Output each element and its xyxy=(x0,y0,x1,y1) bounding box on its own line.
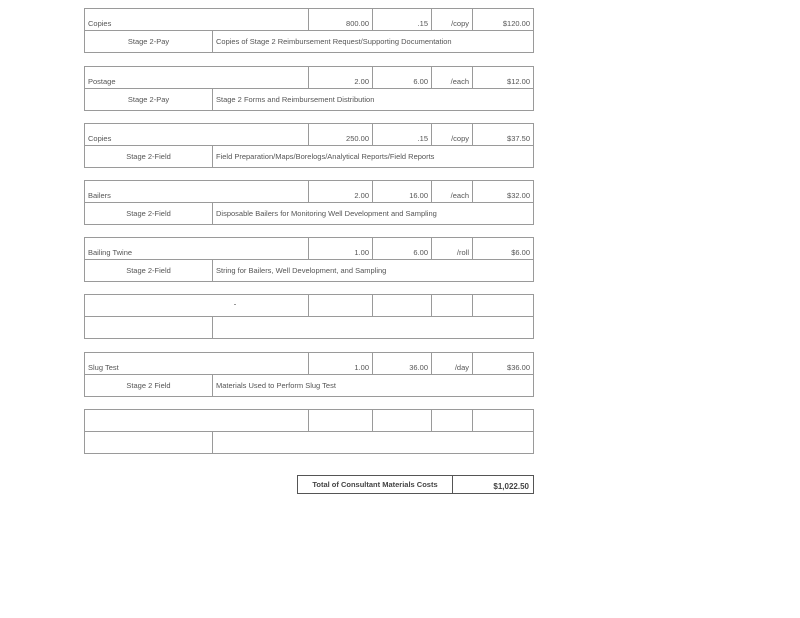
quantity-cell: 2.00 xyxy=(309,181,373,202)
description-cell: Field Preparation/Maps/Borelogs/Analytical Reports/Field Reports xyxy=(216,151,435,161)
stage-cell: Stage 2-Field xyxy=(85,203,213,224)
rate-cell: 6.00 xyxy=(373,238,432,259)
quantity-cell: 2.00 xyxy=(309,67,373,88)
rate-cell: .15 xyxy=(373,124,432,145)
quantity-cell: 250.00 xyxy=(309,124,373,145)
rate-cell: 36.00 xyxy=(373,353,432,374)
stage-cell xyxy=(85,317,213,338)
line-item-main-row xyxy=(85,181,533,203)
line-item-5 xyxy=(84,294,534,339)
materials-total-value: $1,022.50 xyxy=(493,482,529,491)
line-item-7 xyxy=(84,409,534,454)
line-item-detail-row xyxy=(85,260,533,281)
item-name-cell xyxy=(85,295,309,316)
unit-cell: /each xyxy=(432,67,473,88)
stage-cell xyxy=(85,432,213,453)
line-total-cell xyxy=(473,410,533,431)
description-cell: Disposable Bailers for Monitoring Well Development and Sampling xyxy=(216,208,437,218)
line-item-detail-row xyxy=(85,375,533,396)
description-cell: Copies of Stage 2 Reimbursement Request/Supporting Documentation xyxy=(216,36,452,46)
stage-cell: Stage 2-Field xyxy=(85,260,213,281)
materials-total-label: Total of Consultant Materials Costs xyxy=(298,476,453,493)
quantity-cell: 1.00 xyxy=(309,353,373,374)
description-cell xyxy=(213,317,533,338)
materials-total-box xyxy=(297,475,534,494)
rate-cell xyxy=(373,410,432,431)
unit-cell: /each xyxy=(432,181,473,202)
unit-cell: /copy xyxy=(432,9,473,30)
line-item-detail-row xyxy=(85,146,533,167)
line-total-cell: $120.00 xyxy=(502,18,530,28)
line-item-detail-row xyxy=(85,203,533,224)
line-total-cell: $6.00 xyxy=(511,247,530,257)
line-item-0 xyxy=(84,8,534,53)
quantity-cell xyxy=(309,295,373,316)
quantity-cell: 1.00 xyxy=(309,238,373,259)
rate-cell: 16.00 xyxy=(373,181,432,202)
stage-cell: Stage 2-Field xyxy=(85,146,213,167)
unit-cell xyxy=(432,410,473,431)
stage-cell: Stage 2-Pay xyxy=(85,31,213,52)
stage-cell: Stage 2 Field xyxy=(85,375,213,396)
description-cell: Stage 2 Forms and Reimbursement Distribution xyxy=(216,94,375,104)
line-item-detail-row xyxy=(85,432,533,453)
rate-cell xyxy=(373,295,432,316)
line-item-main-row xyxy=(85,67,533,89)
line-total-cell: $12.00 xyxy=(507,76,530,86)
line-item-detail-row xyxy=(85,89,533,110)
line-item-6 xyxy=(84,352,534,397)
item-name-cell: Postage xyxy=(85,67,309,88)
description-cell: Materials Used to Perform Slug Test xyxy=(216,380,336,390)
line-item-1 xyxy=(84,66,534,111)
line-total-cell: $37.50 xyxy=(507,133,530,143)
unit-cell: /copy xyxy=(432,124,473,145)
line-item-main-row xyxy=(85,353,533,375)
line-total-cell xyxy=(473,295,533,316)
item-name-cell xyxy=(85,410,309,431)
stray-mark xyxy=(234,304,236,305)
item-name-cell: Slug Test xyxy=(85,353,309,374)
line-item-2 xyxy=(84,123,534,168)
line-item-main-row xyxy=(85,124,533,146)
line-item-main-row xyxy=(85,295,533,317)
rate-cell: .15 xyxy=(373,9,432,30)
line-item-detail-row xyxy=(85,31,533,52)
unit-cell xyxy=(432,295,473,316)
line-total-cell: $36.00 xyxy=(507,362,530,372)
quantity-cell: 800.00 xyxy=(309,9,373,30)
item-name-cell: Bailers xyxy=(85,181,309,202)
line-total-cell: $32.00 xyxy=(507,190,530,200)
line-item-detail-row xyxy=(85,317,533,338)
stage-cell: Stage 2-Pay xyxy=(85,89,213,110)
unit-cell: /day xyxy=(432,353,473,374)
item-name-cell: Bailing Twine xyxy=(85,238,309,259)
item-name-cell: Copies xyxy=(85,124,309,145)
line-item-3 xyxy=(84,180,534,225)
rate-cell: 6.00 xyxy=(373,67,432,88)
quantity-cell xyxy=(309,410,373,431)
line-item-main-row xyxy=(85,9,533,31)
item-name-cell: Copies xyxy=(85,9,309,30)
line-item-main-row xyxy=(85,410,533,432)
line-item-main-row xyxy=(85,238,533,260)
description-cell: String for Bailers, Well Development, and Sampling xyxy=(216,265,387,275)
unit-cell: /roll xyxy=(432,238,473,259)
line-item-4 xyxy=(84,237,534,282)
description-cell xyxy=(213,432,533,453)
